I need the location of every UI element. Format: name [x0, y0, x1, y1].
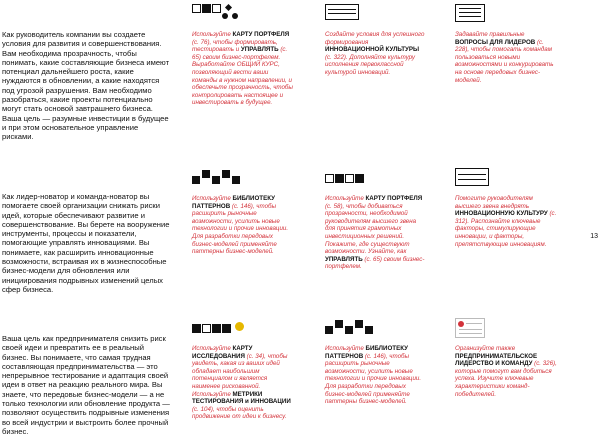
row-intro-text: Ваша цель как предпринимателя снизить риск своей идеи и превратить ее в реальный бизнес. Вы понимаете, что самая трудная составляющая предпринимательства — это непрерывное тестирование и адаптация своей идеи в ответ на реакцию реального мира. Вы знаете, что передовые бизнес-модели — а не только технологии или обновление продукта — позволяют осуществить подрывные изменения во всей индустрии и выстроить более прочный бизнес.: [2, 334, 170, 436]
tool-link[interactable]: КАРТУ ПОРТФЕЛЯ: [365, 195, 423, 202]
tool-link[interactable]: УПРАВЛЯТЬ: [240, 46, 279, 54]
leadership-team-icon: [455, 318, 557, 340]
tool-link[interactable]: ВОПРОСЫ ДЛЯ ЛИДЕРОВ: [455, 38, 536, 46]
row-intro-text: Как руководитель компании вы создаете условия для развития и совершенствования. Вам необходима прозрачность, чтобы понимать, какие составляющие бизнеса имеют потенциал дальнейшего роста, какие нуждаются в обновлении, а какие находятся под угрозой разрушения. Вам необходимо разобраться, какие проекты потенциально могут стать основой завтрашнего бизнеса. Ваша цель — разумные инвестиции в будущее и при этом основательное управление рисками.: [2, 30, 170, 142]
tool-text: Создайте условия для успешного формирования: [325, 31, 425, 46]
tool-column: [325, 4, 427, 77]
leader-questions-icon: [455, 4, 557, 26]
tool-text: (с. 146), чтобы расширить рыночные возможности, усилить новые технологии и прочие инновации. Для разработки передовых бизнес-моделей применяйте паттерны бизнес-моделей.: [192, 202, 289, 256]
tool-link[interactable]: УПРАВЛЯТЬ: [325, 255, 363, 263]
tool-text: Используйте: [325, 345, 366, 352]
tool-text: Используйте: [192, 31, 233, 38]
pattern-library-icon: [325, 318, 427, 340]
tool-link[interactable]: БИБЛИОТЕКУ ПАТТЕРНОВ: [192, 195, 275, 210]
tool-text: (с. 146), чтобы расширить рыночные возможности, усилить новые технологии и прочие инновации. Для разработки передовых бизнес-моделей применяйте паттерны бизнес-моделей.: [325, 352, 422, 406]
tool-column: [455, 318, 557, 398]
tool-column: [325, 168, 427, 271]
tool-link[interactable]: КАРТУ ПОРТФЕЛЯ: [232, 31, 290, 38]
tool-text: (с. 322). Дополняйте культуру исполнения первоклассной культурой инноваций.: [325, 53, 416, 76]
tool-text: (с. 65) своим бизнес-портфелем.: [325, 255, 425, 271]
tool-column: [325, 318, 427, 406]
tool-column: [455, 4, 557, 84]
tool-text: (с. 312). Распознайте ключевые факторы, стимулирующие инновации, и факторы, препятствующие инновациям.: [455, 210, 557, 248]
tool-text: Задавайте правильные: [455, 31, 525, 38]
tool-text: Организуйте также: [455, 345, 516, 352]
row-intro-text: Как лидер-новатор и команда-новатор вы помогаете своей организации снижать риски идей, которые обеспечивают развитие и совершенствование. Вы берете на вооружение инструменты, процессы и показатели, помогающие управлять инновациями. Вы понимаете, как расширить инновационные возможности, встраивая их в жизнеспособные бизнес-модели для обновления или инициирования подрывных изменений целых сфер бизнеса.: [2, 192, 170, 294]
tool-text: Помогите руководителям высшего звена внедрять: [455, 195, 533, 210]
tool-link[interactable]: ИННОВАЦИОННОЙ КУЛЬТУРЫ: [325, 46, 420, 54]
tool-text: (с. 228), чтобы помогать командам пользоваться новыми возможностями и конкурировать на основе передовых бизнес-моделей.: [455, 38, 554, 84]
tool-text: Используйте: [192, 345, 233, 352]
tool-link[interactable]: ПРЕДПРИНИМАТЕЛЬСКОЕ ЛИДЕРСТВО И КОМАНДУ: [455, 352, 538, 368]
portfolio-map-icon: [325, 168, 427, 190]
tool-column: [192, 4, 294, 107]
tool-link[interactable]: МЕТРИКИ ТЕСТИРОВАНИЯ и ИННОВАЦИИ: [192, 390, 291, 406]
tool-text: (с. 326), которые помогут вам добиться успеха. Изучите ключевые характеристики команд-победителей.: [455, 360, 557, 398]
tool-column: [192, 318, 294, 421]
tool-text: (с. 104), чтобы оценить продвижение от идеи к бизнесу.: [192, 405, 287, 421]
pattern-library-icon: [192, 168, 294, 190]
tool-column: [192, 168, 294, 256]
tool-text: Используйте: [192, 195, 233, 202]
tool-text: (с. 76), чтобы формировать, тестировать и: [192, 38, 278, 54]
tool-link[interactable]: БИБЛИОТЕКУ ПАТТЕРНОВ: [325, 345, 408, 360]
portfolio-map-icon: [192, 4, 294, 26]
tool-text: (с. 65) своим бизнес-портфелем. Выработайте ОБЩИЙ КУРС, позволяющий вести ваши команды в нужном направлении, и обеспечьте прозрачность, чтобы контролировать настоящее и инвестировать в будущее.: [192, 46, 293, 107]
tool-text: Используйте: [325, 195, 366, 202]
tool-text: (с. 58), чтобы добиваться прозрачности, необходимой руководителям высшего звена для принятия грамотных инвестиционных решений. Покажите, где существуют возможности. Узнайте, как: [325, 202, 417, 256]
tool-text: (с. 34), чтобы увидеть, какая из ваших идей обладает наибольшим потенциалом и является наименее рискованной. Используйте: [192, 352, 288, 398]
page-number: 13: [590, 233, 598, 240]
culture-map-icon: [325, 4, 427, 26]
research-map-icon: [192, 318, 294, 340]
tool-link[interactable]: КАРТУ ИССЛЕДОВАНИЯ: [192, 345, 253, 360]
tool-column: [455, 168, 557, 248]
tool-link[interactable]: ИННОВАЦИОННУЮ КУЛЬТУРУ: [455, 210, 548, 218]
culture-map-icon: [455, 168, 557, 190]
